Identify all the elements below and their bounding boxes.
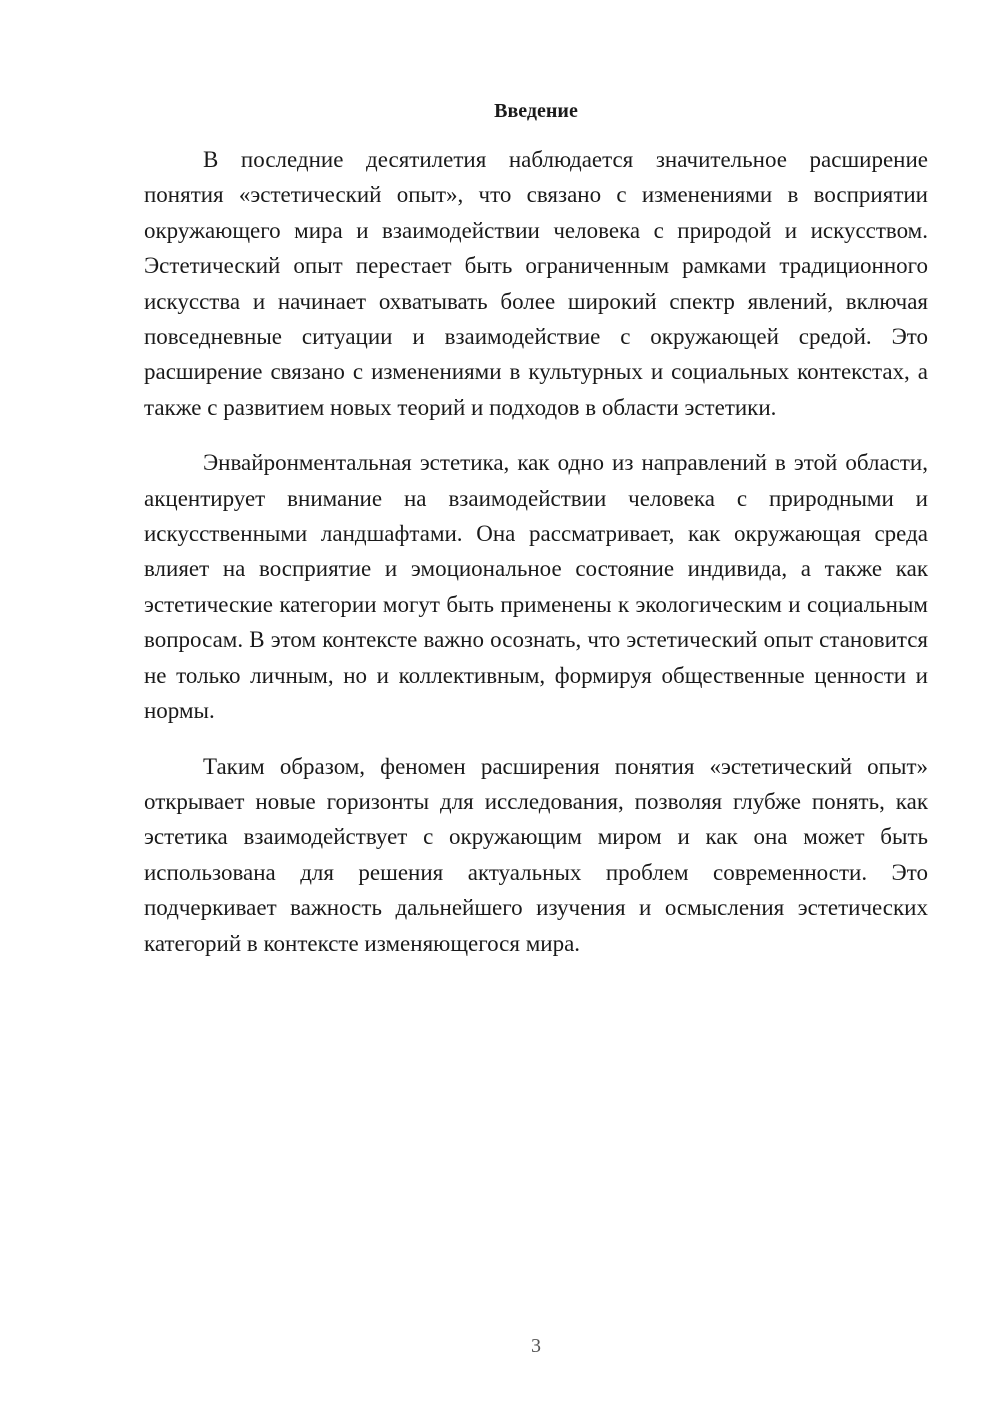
paragraph-3: Таким образом, феномен расширения понятия «эстетический опыт» открывает новые горизонты для исследования, позволяя глубже понять, как эстетика взаимодействует с окружающим миром и как она может быть использована для решения актуальных проблем современности. Это подчеркивает важность дальнейшего изучения и осмысления эстетических категорий в контексте изменяющегося мира. [144,753,928,956]
paragraph-2: Энвайронментальная эстетика, как одно из направлений в этой области, акцентирует внимание на взаимодействии человека с природными и искусственными ландшафтами. Она рассматривает, как окружающая среда влияет на восприятие и эмоциональное состояние индивида, а также как эстетические категории могут быть применены к экологическим и социальным вопросам. В этом контексте важно осознать, что эстетический опыт становится не только личным, но и коллективным, формируя общественные ценности и нормы. [144,450,928,724]
paragraph-1: В последние десятилетия наблюдается значительное расширение понятия «эстетический опыт», что связано с изменениями в восприятии окружающего мира и взаимодействии человека с природой и искусством. Эстетический опыт перестает быть ограниченным рамками традиционного искусства и начинает охватывать более широкий спектр явлений, включая повседневные ситуации и взаимодействие с окружающей средой. Это расширение связано с изменениями в культурных и социальных контекстах, а также с развитием новых теорий и подходов в области эстетики. [144,147,928,420]
body-text [144,142,928,961]
page-number: 3 [531,1335,541,1357]
section-heading: Введение [494,100,578,122]
